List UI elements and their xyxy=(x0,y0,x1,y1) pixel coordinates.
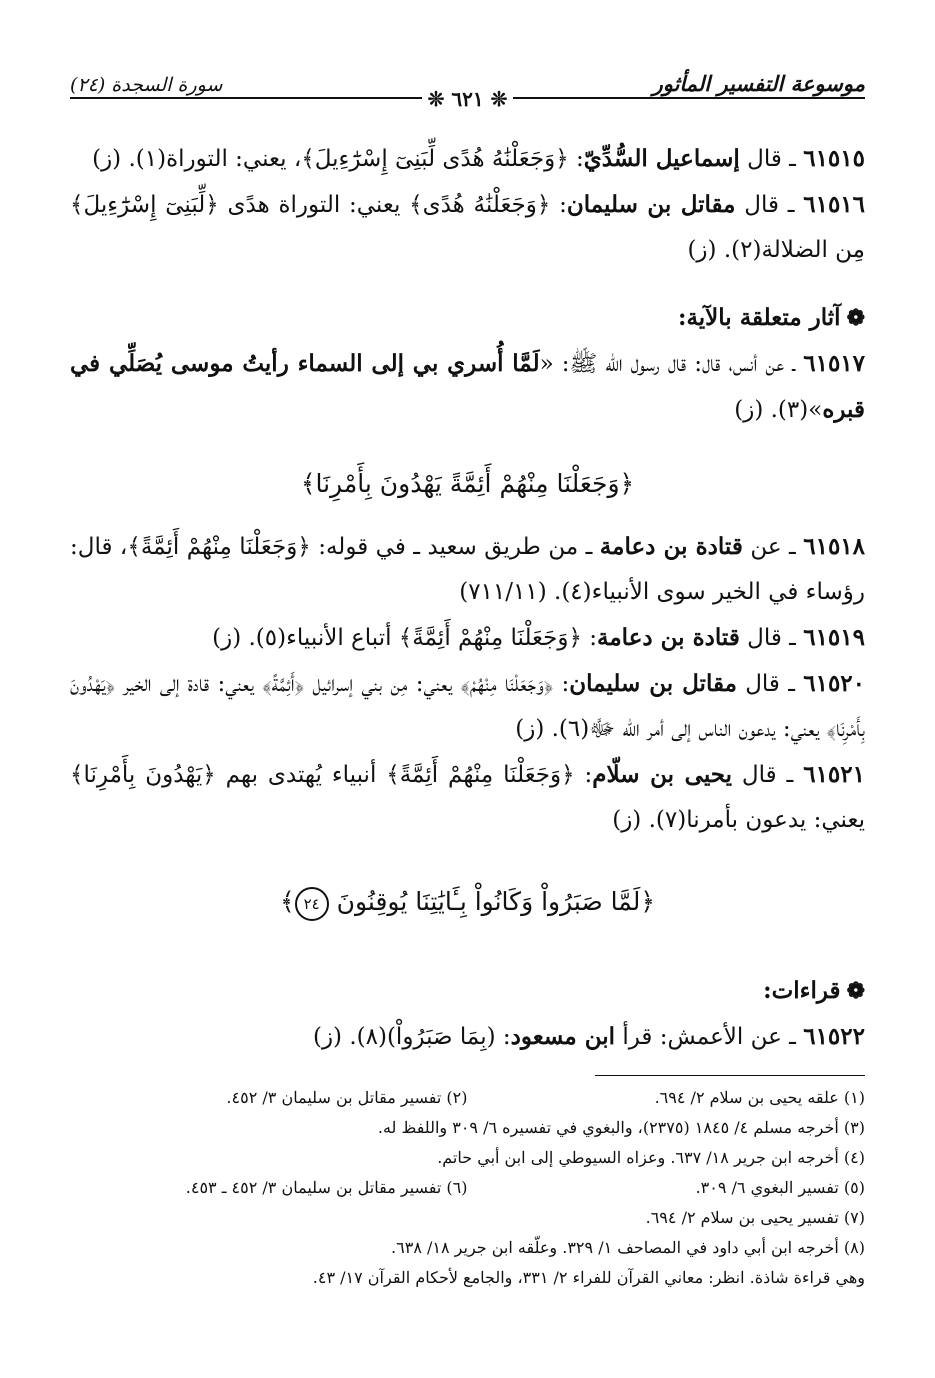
section-heading-related-narrations: ❁آثار متعلقة بالآية: xyxy=(677,304,865,331)
entry-number: ٦١٥٢١ xyxy=(803,761,865,788)
entry-61518: ٦١٥١٨ ـ عن قتادة بن دعامة ـ من طريق سعيد ـ في قوله: ﴿وَجَعَلْنَا مِنْهُمْ أَئِمَّةً﴾، قال: رؤساء في الخير سوى الأنبياء(٤). (٧١١/١١) xyxy=(70,533,866,605)
flower-icon: ❁ xyxy=(846,978,865,1004)
narrator: يحيى بن سلّام xyxy=(592,761,733,788)
hadith-quote: لَمَّا أُسري بي إلى السماء رأيتُ موسى يُصَلِّي في قبره xyxy=(70,350,865,423)
entry-number: ٦١٥١٥ xyxy=(803,145,865,172)
entry-61522: ٦١٥٢٢ ـ عن الأعمش: قرأ ابن مسعود: (بِمَا صَبَرُواْ)(٨). (ز) xyxy=(312,1023,865,1050)
page-number: ❊ ٦٢١ ❊ xyxy=(0,87,935,111)
footnote-4: (٤) أخرجه ابن جرير ١٨/ ٦٣٧. وعزاه السيوطي إلى ابن أبي حاتم. xyxy=(437,1148,865,1167)
ayah-heading: ﴿وَجَعَلْنَا مِنْهُمْ أَئِمَّةً يَهْدُونَ بِأَمْرِنَا﴾ xyxy=(300,469,635,498)
entry-61517: ٦١٥١٧ ـ عن أنس، قال: قال رسول الله ﷺ: «لَمَّا أُسري بي إلى السماء رأيتُ موسى يُصَلِّي في قبره»(٣). (ز) xyxy=(70,350,866,423)
section-heading-readings: ❁قراءات: xyxy=(763,977,865,1004)
entry-number: ٦١٥٢٠ xyxy=(803,670,866,697)
surah-name: سورة السجدة (٢٤) xyxy=(70,74,223,96)
footnote-3: (٣) أخرجه مسلم ٤/ ١٨٤٥ (٢٣٧٥)، والبغوي في تفسيره ٦/ ٣٠٩ واللفظ له. xyxy=(377,1118,865,1137)
narrator: قتادة بن دعامة xyxy=(599,533,743,560)
entry-61519: ٦١٥١٩ ـ قال قتادة بن دعامة: ﴿وَجَعَلْنَا مِنْهُمْ أَئِمَّةً﴾ أتباع الأنبياء(٥). (ز) xyxy=(212,624,865,651)
narrator: مقاتل بن سليمان xyxy=(569,670,737,697)
narrator: مقاتل بن سليمان xyxy=(566,191,736,218)
narrator: قتادة بن دعامة xyxy=(597,624,740,651)
entry-number: ٦١٥١٧ xyxy=(803,350,866,377)
footnotes xyxy=(70,1083,865,1293)
footnote-8: (٨) أخرجه ابن أبي داود في المصاحف ١/ ٣٢٩. وعلّقه ابن جرير ١٨/ ٦٣٨. xyxy=(391,1238,865,1257)
footnote-7: (٧) تفسير يحيى بن سلام ٢/ ٦٩٤. xyxy=(645,1208,865,1227)
entry-number: ٦١٥٢٢ xyxy=(803,1023,865,1050)
narrator: ابن مسعود xyxy=(510,1023,616,1050)
footnote-8-continued: وهي قراءة شاذة. انظر: معاني القرآن للفراء ٢/ ٣٣١، والجامع لأحكام القرآن ١٧/ ٤٣. xyxy=(312,1268,865,1287)
ayah-heading-24: ﴿لَمَّا صَبَرُواْ وَكَانُواْ بِـَٔايَٰتِنَا يُوقِنُونَ ٢٤﴾ xyxy=(70,879,865,924)
main-text xyxy=(70,136,865,1060)
footnote-2: (٢) تفسير مقاتل بن سليمان ٣/ ٤٥٢. xyxy=(226,1088,468,1107)
footnote-divider xyxy=(595,1075,865,1076)
footnote-5: (٥) تفسير البغوي ٦/ ٣٠٩. xyxy=(695,1178,865,1197)
ayah-number-marker: ٢٤ xyxy=(295,887,329,921)
entry-number: ٦١٥١٩ xyxy=(803,624,865,651)
entry-61521: ٦١٥٢١ ـ قال يحيى بن سلّام: ﴿وَجَعَلْنَا مِنْهُمْ أَئِمَّةً﴾ أنبياء يُهتدى بهم ﴿يَهْدُونَ بِأَمْرِنَا﴾ يعني: يدعون بأمرنا(٧). (ز) xyxy=(70,761,865,833)
book-title: موسوعة التفسير المأثور xyxy=(652,71,865,96)
flower-icon: ❁ xyxy=(846,305,865,331)
entry-61520: ٦١٥٢٠ ـ قال مقاتل بن سليمان: ﴿وَجَعَلْنَا مِنْهُمْ﴾ يعني: مِن بني إسرائيل ﴿أَئِمَّةً﴾ يعني: قادة إلى الخير ﴿يَهْدُونَ بِأَمْرِنَا﴾ يعني: يدعون الناس إلى أمر الله ﷻ(٦). (ز) xyxy=(70,670,866,742)
entry-number: ٦١٥١٨ xyxy=(803,533,866,560)
entry-number: ٦١٥١٦ xyxy=(803,191,866,218)
footnote-1: (١) علقه يحيى بن سلام ٢/ ٦٩٤. xyxy=(654,1088,865,1107)
narrator: إسماعيل السُّدِّيّ xyxy=(583,145,740,172)
entry-61515: ٦١٥١٥ ـ قال إسماعيل السُّدِّيّ: ﴿وَجَعَلْنَٰهُ هُدًى لِّبَنِىٓ إِسْرَٰٓءِيلَ﴾، يعني: التوراة(١). (ز) xyxy=(92,145,865,172)
footnote-6: (٦) تفسير مقاتل بن سليمان ٣/ ٤٥٢ ـ ٤٥٣. xyxy=(185,1178,468,1197)
entry-61516: ٦١٥١٦ ـ قال مقاتل بن سليمان: ﴿وَجَعَلْنَٰهُ هُدًى﴾ يعني: التوراة هدًى ﴿لِّبَنِىٓ إِسْرَٰٓءِيلَ﴾ مِن الضلالة(٢). (ز) xyxy=(70,191,866,263)
